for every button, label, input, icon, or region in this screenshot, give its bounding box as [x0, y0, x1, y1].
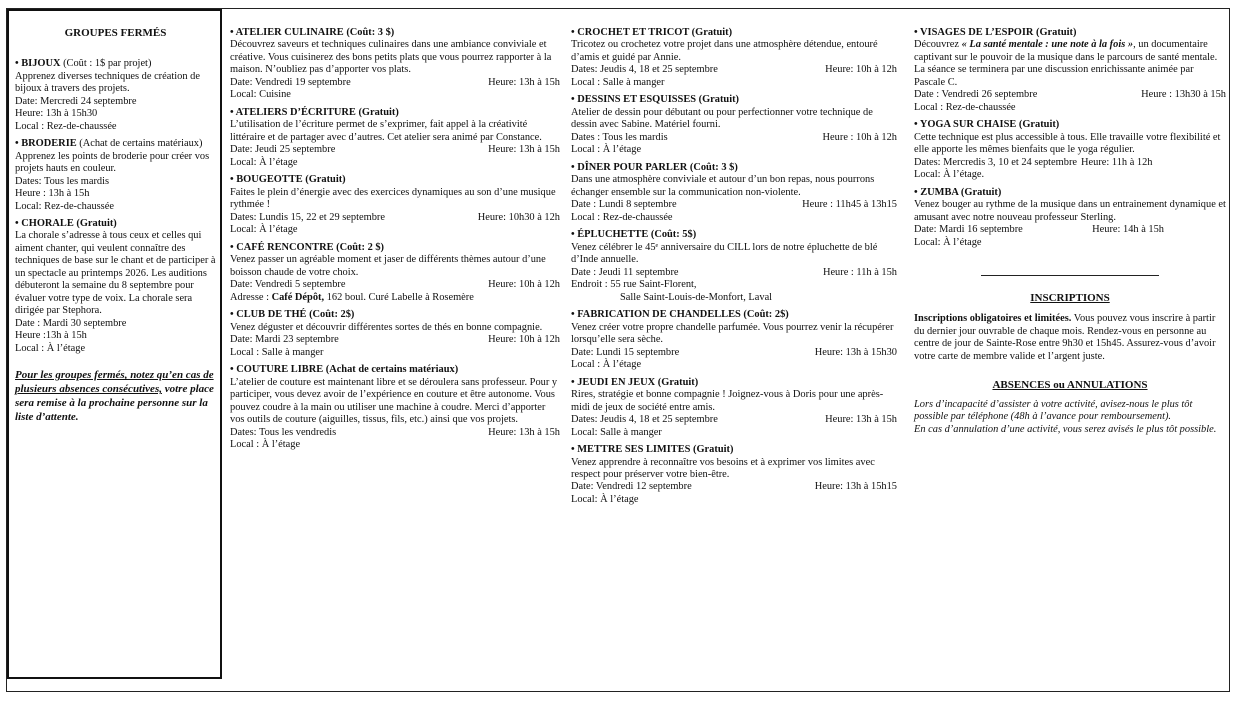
closed-groups-notice: [15, 369, 216, 424]
entry-date: Date: Jeudi 25 septembre: [230, 144, 336, 156]
entry-bougeotte: [230, 174, 560, 236]
entry-description: Découvrez saveurs et techniques culinaires dans une ambiance conviviale et créative. Vous cuisinerez des bons petits plats que vous pourrez rapporter à la maison. N’oubliez pas d’apporter vos plats.: [230, 39, 552, 76]
entry-title: • ATELIER CULINAIRE (Coût: 3 $): [230, 27, 395, 38]
absences-paragraph-2: En cas d’annulation d’une activité, vous serez avisés le plus tôt possible.: [914, 423, 1217, 435]
section-divider: [981, 275, 1159, 276]
entry-title: • CAFÉ RENCONTRE (Coût: 2 $): [230, 241, 385, 253]
entry-location: Local : Salle à manger: [571, 76, 665, 88]
entry-description: [914, 39, 1226, 89]
entry-jeudi-en-jeux: [571, 377, 897, 439]
entry-time: Heure : 11h à 15h: [822, 266, 897, 278]
inscriptions-body: Vous pouvez vous inscrire à partir du dernier jour ouvrable de chaque mois. Rendez-vous en personne au centre de jour de Sainte-Rose entre 9h30 et 15h45. Assurez-vous d’avoir votre carte de membre valide et l’argent juste.: [914, 313, 1216, 362]
entry-cost: (Coût : 1$ par projet): [60, 58, 152, 70]
entry-date: Date: Mardi 23 septembre: [230, 334, 339, 346]
entry-time: Heure: 10h30 à 12h: [477, 211, 560, 223]
entry-location: Local : Rez-de-chaussée: [571, 211, 673, 223]
entry-dessins-esquisses: [571, 94, 897, 156]
entry-time: Heure :13h à 15h: [15, 330, 87, 342]
entry-location: Local: À l’étage: [914, 236, 982, 248]
entry-date: Dates: Tous les mardis: [15, 175, 110, 187]
entry-time: Heure : 13h à 15h: [15, 188, 90, 200]
entry-time: Heure: 13h à 15h15: [814, 481, 897, 493]
closed-groups-heading: GROUPES FERMÉS: [64, 27, 167, 39]
entry-title: • BIJOUX: [15, 58, 61, 70]
entry-location: Local: Cuisine: [230, 89, 291, 101]
notice-underlined: Pour les groupes fermés, notez qu’en cas de plusieurs absences consécutives,: [15, 369, 214, 396]
inscriptions-heading: INSCRIPTIONS: [1030, 292, 1110, 305]
entry-description: Venez bouger au rythme de la musique dans un entrainement dynamique et amusant avec notre nouveau professeur Sterling.: [914, 199, 1226, 223]
entry-location: Local: À l’étage: [571, 493, 639, 505]
entry-date: Dates: Tous les vendredis: [230, 426, 337, 438]
entry-title: • ZUMBA (Gratuit): [914, 186, 1002, 198]
entry-location: Endroit : 55 rue Saint-Florent,: [571, 279, 697, 291]
entry-description: Venez déguster et découvrir différentes sortes de thés en bonne compagnie.: [230, 321, 543, 333]
entry-mettre-ses-limites: [571, 444, 897, 506]
entry-description: Dans une atmosphère conviviale et autour d’un bon repas, nous pourrons échanger ensemble sur la communication non-violente.: [571, 174, 875, 198]
absences-paragraph-1: Lors d’incapacité d’assister à votre activité, avisez-nous le plus tôt possible par téléphone (48h à l’avance pour remboursement).: [914, 398, 1193, 423]
entry-zumba: [914, 187, 1226, 249]
entry-date: Date: Mercredi 24 septembre: [15, 95, 137, 107]
entry-location: Local : À l’étage: [571, 359, 642, 371]
entry-title: • BRODERIE: [15, 138, 77, 150]
entry-time: Heure: 14h à 15h: [1092, 224, 1164, 236]
entry-date: Dates : Tous les mardis: [571, 131, 668, 143]
entry-time: Heure : 10h à 12h: [822, 131, 897, 143]
entry-time: Heure: 13h à 15h: [825, 414, 897, 426]
entry-ateliers-ecriture: [230, 107, 560, 169]
entry-cafe-rencontre: [230, 242, 560, 304]
absences-heading: ABSENCES ou ANNULATIONS: [992, 379, 1148, 392]
entry-time: Heure : 13h30 à 15h: [1141, 89, 1226, 101]
entry-title: • JEUDI EN JEUX (Gratuit): [571, 376, 699, 388]
entry-description: Apprenez diverses techniques de création de bijoux à travers des projets.: [15, 70, 200, 95]
entry-crochet-tricot: [571, 27, 897, 89]
entry-chorale: [15, 218, 216, 355]
entry-date: Dates: Mercredis 3, 10 et 24 septembre: [914, 156, 1078, 168]
entry-title: • COUTURE LIBRE (Achat de certains matériaux): [230, 364, 459, 376]
entry-yoga-sur-chaise: [914, 119, 1226, 181]
entry-time: Heure: 10h à 12h: [825, 64, 897, 76]
entry-description: Tricotez ou crochetez votre projet dans une atmosphère détendue, entouré d’amis et guidé par Annie.: [571, 39, 878, 63]
entry-date: Date: Vendredi 5 septembre: [230, 279, 346, 291]
entry-chandelles: [571, 309, 897, 371]
entry-date: Date: Mardi 16 septembre: [914, 224, 1023, 236]
entry-description: Venez passer un agréable moment et jaser de différents thèmes autour d’une boisson chaude de votre choix.: [230, 254, 546, 278]
absences-text: [914, 399, 1226, 436]
entry-bijoux: [15, 58, 216, 133]
entry-atelier-culinaire: [230, 27, 560, 102]
entry-description: La chorale s’adresse à tous ceux et celles qui aiment chanter, qui veulent connaître des techniques de base sur le chant et de participer à un spectacle au printemps 2026. Les auditions débuteront la semaine du 8 septembre pour évaluer votre type de voix. La chorale sera dirigée par Stephora.: [15, 230, 216, 317]
inscriptions-lead: Inscriptions obligatoires et limitées.: [914, 313, 1072, 325]
entry-title: • CHORALE (Gratuit): [15, 218, 117, 229]
entry-location: Local: Rez-de-chaussée: [15, 200, 114, 212]
entry-location: Local: À l’étage: [230, 224, 298, 236]
description-intro: Découvrez: [914, 39, 962, 51]
entry-location: Local : À l’étage: [230, 439, 301, 451]
entry-description: Venez créer votre propre chandelle parfumée. Vous pourrez venir la récupérer lorsqu’elle sera sèche.: [571, 321, 894, 346]
entry-description: L’atelier de couture est maintenant libre et se déroulera sans professeur. Pour y participer, vous devez avoir de l’expérience en couture et être autonome. Vous pouvez coudre à la main ou utiliser une machine à coudre. Merci d’apporter vos outils de couture (aiguilles, tissus, fils, etc.) ainsi que vos projets.: [230, 376, 558, 426]
entry-address: [230, 292, 560, 304]
entry-title: • CROCHET ET TRICOT (Gratuit): [571, 27, 733, 38]
entry-title: • CLUB DE THÉ (Coût: 2$): [230, 309, 355, 321]
entry-title: • VISAGES DE L’ESPOIR (Gratuit): [914, 27, 1077, 38]
entry-location: Local : Salle à manger: [230, 346, 324, 358]
entry-title: • DESSINS ET ESQUISSES (Gratuit): [571, 94, 740, 106]
entry-time: Heure: 13h à 15h: [488, 426, 560, 438]
activities-column-2: [230, 27, 560, 457]
entry-date: Dates: Jeudis 4, 18 et 25 septembre: [571, 64, 718, 76]
entry-title: • ÉPLUCHETTE (Coût: 5$): [571, 229, 697, 241]
film-title: « La santé mentale : une note à la fois »: [961, 39, 1134, 51]
entry-cost: (Achat de certains matériaux): [76, 138, 203, 150]
address-venue: Café Dépôt,: [271, 291, 325, 303]
entry-couture-libre: [230, 364, 560, 451]
entry-date: Date: Vendredi 19 septembre: [230, 76, 351, 88]
entry-title: • FABRICATION DE CHANDELLES (Coût: 2$): [571, 309, 789, 321]
entry-date: Dates: Lundis 15, 22 et 29 septembre: [230, 211, 385, 223]
entry-title: • DÎNER POUR PARLER (Coût: 3 $): [571, 161, 738, 173]
entry-description: Apprenez les points de broderie pour créer vos projets hauts en couleur.: [15, 150, 210, 175]
entry-diner-pour-parler: [571, 162, 897, 224]
address-label: Adresse :: [230, 291, 272, 303]
entry-time: Heure: 13h à 15h: [488, 144, 560, 156]
entry-location: Local : À l’étage: [15, 342, 86, 354]
entry-date: Dates: Jeudis 4, 18 et 25 septembre: [571, 414, 718, 426]
entry-location: Local : Rez-de-chaussée: [914, 101, 1016, 113]
entry-location: Local: À l’étage.: [914, 169, 985, 181]
entry-visages-espoir: [914, 27, 1226, 114]
entry-location: Local : À l’étage: [571, 144, 642, 156]
description-rest: , un documentaire captivant sur le pouvoir de la musique dans le parcours de santé mentale. La séance se terminera par une discussion enrichissante animée par Pascale C.: [914, 39, 1218, 88]
closed-groups-box: [7, 9, 222, 679]
activities-column-4: [914, 27, 1226, 436]
entry-broderie: [15, 138, 216, 213]
entry-time: Heure: 13h à 15h30: [15, 108, 98, 120]
entry-epluchette: [571, 229, 897, 304]
entry-title: • ATELIERS D’ÉCRITURE (Gratuit): [230, 106, 399, 118]
entry-date: Date : Vendredi 26 septembre: [914, 89, 1038, 101]
entry-date: Date : Mardi 30 septembre: [15, 317, 127, 329]
entry-location: Local: À l’étage: [230, 156, 298, 168]
entry-title: • YOGA SUR CHAISE (Gratuit): [914, 119, 1060, 131]
entry-time: Heure: 13h à 15h30: [814, 346, 897, 358]
address-street: 162 boul. Curé Labelle à Rosemère: [324, 291, 474, 303]
entry-time: Heure: 13h à 15h: [488, 76, 560, 88]
entry-location: Local: Salle à manger: [571, 426, 662, 438]
entry-time: Heure: 10h à 12h: [488, 279, 560, 291]
entry-date: Date : Lundi 8 septembre: [571, 199, 677, 211]
entry-description: Atelier de dessin pour débutant ou pour perfectionner votre technique de dessin avec Sabine. Matériel fourni.: [571, 106, 873, 131]
activity-flyer: [6, 8, 1230, 692]
entry-description: Faites le plein d’énergie avec des exercices dynamiques au son d’une musique rythmée !: [230, 186, 556, 211]
entry-time: Heure: 11h à 12h: [1081, 156, 1153, 168]
entry-description: Cette technique est plus accessible à tous. Elle travaille votre flexibilité et elle apporte les mêmes bienfaits que le yoga régulier.: [914, 131, 1221, 156]
entry-description: L’utilisation de l’écriture permet de s’exprimer, fait appel à la créativité littéraire et de partager avec d’autres. Cet atelier sera animé par Constance.: [230, 119, 542, 143]
inscriptions-text: [914, 313, 1226, 363]
entry-date: Date : Jeudi 11 septembre: [571, 266, 679, 278]
entry-club-de-the: [230, 309, 560, 359]
entry-description: Rires, stratégie et bonne compagnie ! Joignez-vous à Doris pour une après-midi de jeux de société entre amis.: [571, 389, 884, 413]
entry-time: Heure : 11h45 à 13h15: [802, 199, 897, 211]
entry-location: Local : Rez-de-chaussée: [15, 120, 117, 132]
entry-description: Venez célébrer le 45ᵉ anniversaire du CILL lors de notre épluchette de blé d’Inde annuelle.: [571, 241, 878, 266]
entry-date: Date: Vendredi 12 septembre: [571, 481, 692, 493]
entry-title: • BOUGEOTTE (Gratuit): [230, 174, 346, 186]
entry-description: Venez apprendre à reconnaître vos besoins et à exprimer vos limites avec respect pour préserver votre bien-être.: [571, 456, 875, 480]
entry-time: Heure: 10h à 12h: [488, 334, 560, 346]
entry-date: Date: Lundi 15 septembre: [571, 346, 680, 358]
entry-location-venue: Salle Saint-Louis-de-Monfort, Laval: [620, 291, 773, 303]
entry-title: • METTRE SES LIMITES (Gratuit): [571, 444, 734, 456]
notice-rest: votre place sera remise à la prochaine personne sur la liste d’attente.: [15, 383, 214, 423]
activities-column-3: [571, 27, 897, 511]
